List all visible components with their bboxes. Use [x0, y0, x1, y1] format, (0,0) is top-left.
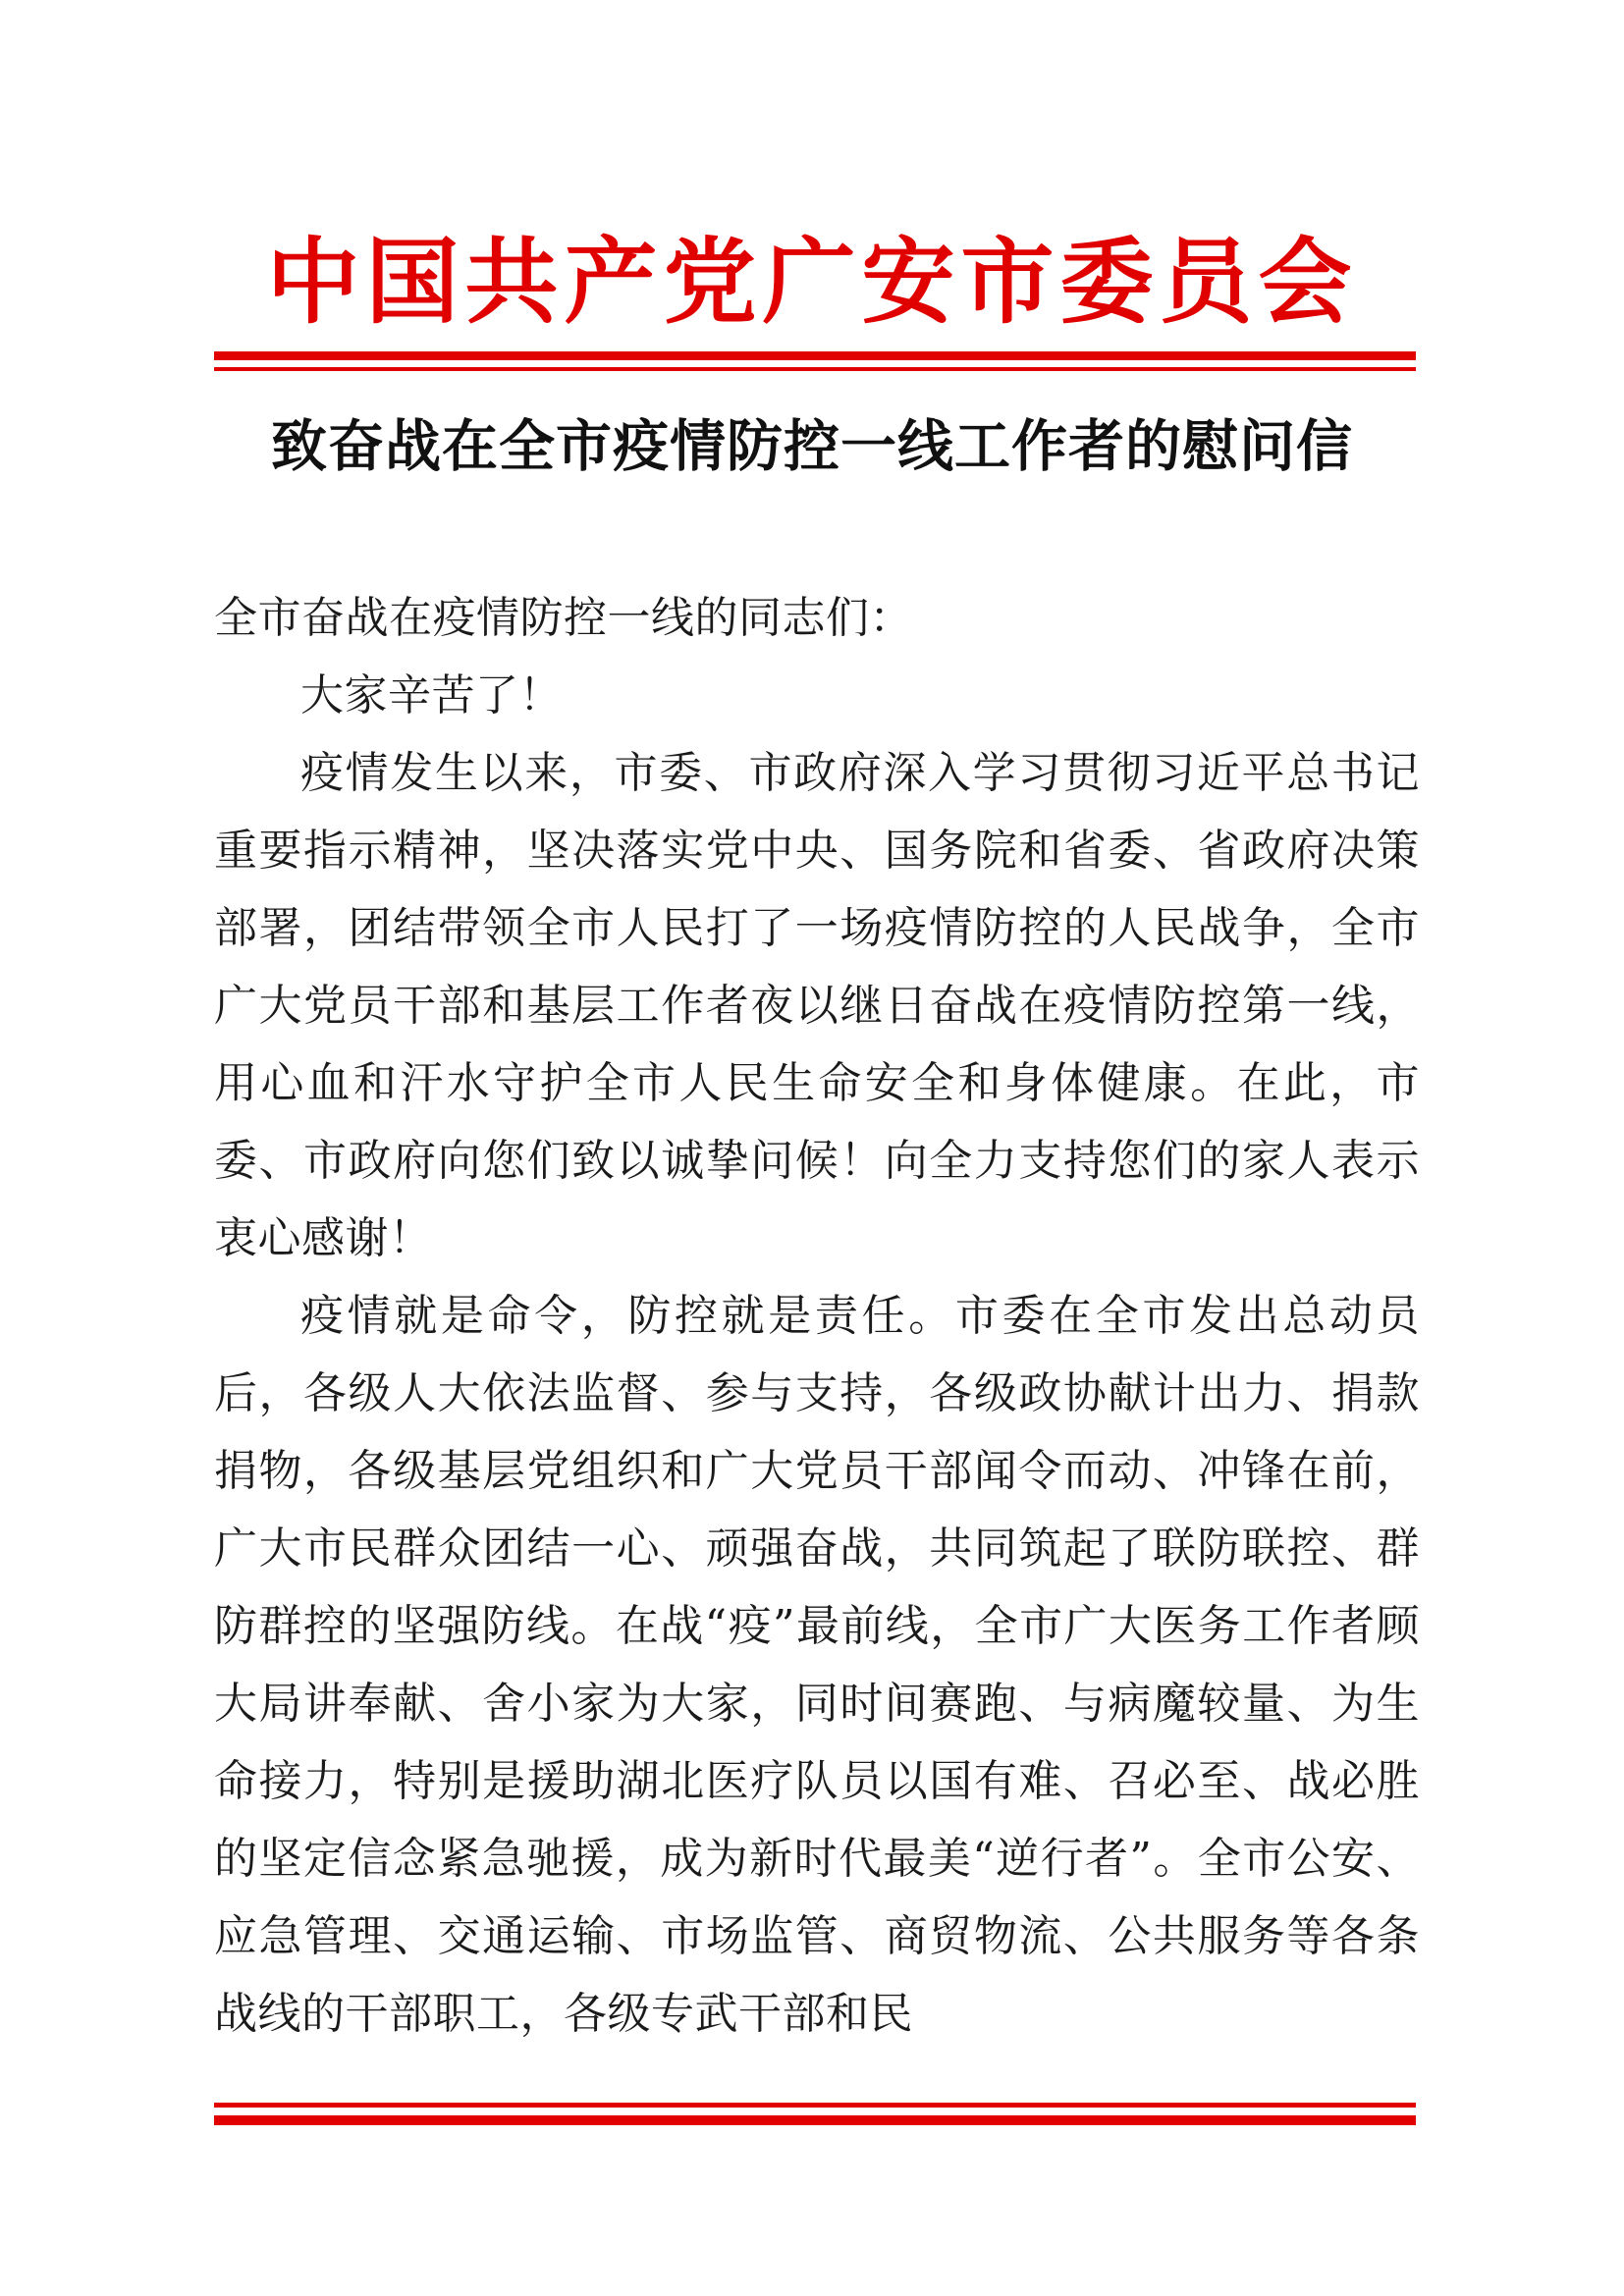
- letterhead-rule-thick: [214, 351, 1416, 360]
- letterhead-rule-thin: [214, 367, 1416, 371]
- body-paragraph-1: 疫情发生以来，市委、市政府深入学习贯彻习近平总书记重要指示精神，坚决落实党中央、国务院和省委、省政府决策部署，团结带领全市人民打了一场疫情防控的人民战争，全市广大党员干部和基层工作者夜以继日奋战在疫情防控第一线，用心血和汗水守护全市人民生命安全和身体健康。在此，市委、市政府向您们致以诚挚问候！向全力支持您们的家人表示衷心感谢！: [214, 748, 1420, 1263]
- document-body: [214, 579, 1420, 2053]
- greeting-line: 大家辛苦了！: [300, 670, 563, 721]
- footer-divider: [214, 2103, 1416, 2125]
- salutation: 全市奋战在疫情防控一线的同志们：: [214, 593, 913, 643]
- footer-rule-thick: [214, 2115, 1416, 2125]
- body-paragraph-2: 疫情就是命令，防控就是责任。市委在全市发出总动员后，各级人大依法监督、参与支持，各级政协献计出力、捐款捐物，各级基层党组织和广大党员干部闻令而动、冲锋在前，广大市民群众团结一心、顽强奋战，共同筑起了联防联控、群防群控的坚强防线。在战“疫”最前线，全市广大医务工作者顾大局讲奉献、舍小家为大家，同时间赛跑、与病魔较量、为生命接力，特别是援助湖北医疗队员以国有难、召必至、战必胜的坚定信念紧急驰援，成为新时代最美“逆行者”。全市公安、应急管理、交通运输、市场监管、商贸物流、公共服务等各条战线的干部职工，各级专武干部和民: [214, 1291, 1420, 2039]
- page-title: 致奋战在全市疫情防控一线工作者的慰问信: [271, 413, 1353, 479]
- letterhead-organization: 中国共产党广安市委员会: [266, 228, 1358, 337]
- footer-rule-gap: [214, 2108, 1416, 2115]
- letterhead-rule-gap: [214, 360, 1416, 367]
- letterhead-divider: [214, 351, 1416, 371]
